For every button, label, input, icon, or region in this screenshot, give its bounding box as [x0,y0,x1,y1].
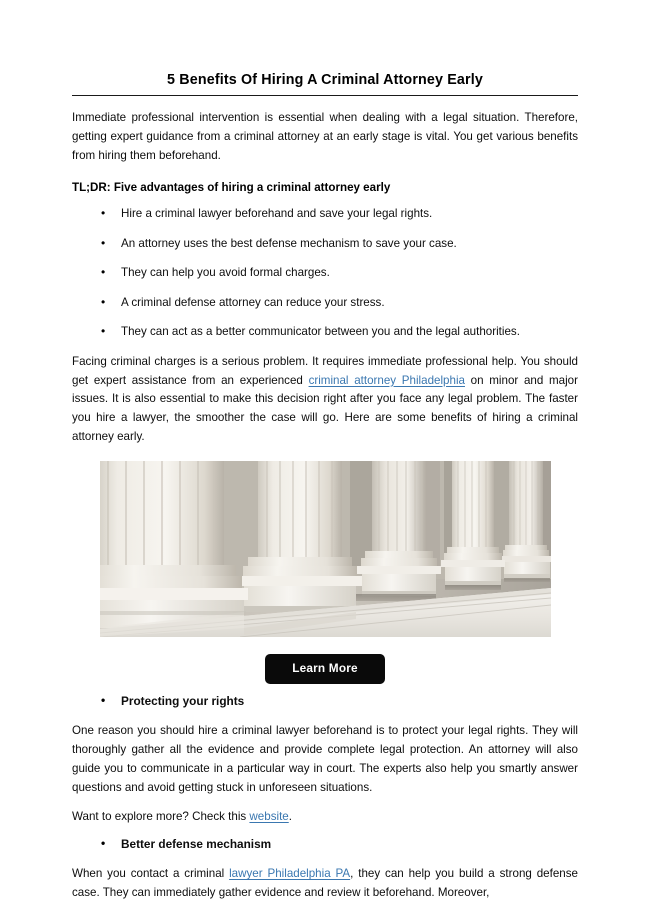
section-heading-protecting-your-rights: • Protecting your rights [72,692,578,711]
title-divider [72,95,578,96]
facing-charges-paragraph [72,353,578,447]
section-two-heading-list [72,835,578,854]
lawyer-philadelphia-pa-link[interactable]: lawyer Philadelphia PA [229,867,351,881]
figure-container [72,461,578,637]
list-item: • Hire a criminal lawyer beforehand and save your legal rights. [72,205,578,224]
explore-text-before-link: Want to explore more? Check this [72,810,250,824]
website-link[interactable]: website [249,810,289,824]
intro-paragraph: Immediate professional intervention is essential when dealing with a legal situation. Therefore, getting expert guidance from a criminal attorney at an early stage is vital. You get various benefits from hiring them beforehand. [72,111,578,162]
cta-container [72,654,578,685]
paragraph-text-before-link: Facing criminal charges is a serious problem. It requires immediate professional help. You should get expert assistance from an experienced [72,354,578,387]
list-item: • A criminal defense attorney can reduce your stress. [72,294,578,313]
criminal-attorney-philadelphia-link[interactable]: criminal attorney Philadelphia [308,373,465,387]
section-one-paragraph: One reason you should hire a criminal lawyer beforehand is to protect your legal rights. They will thoroughly gather all the evidence and provide complete legal protection. An attorney will also guide you to communicate in a particular way in court. The experts also help you smartly answer questions and avoid getting stuck in unforeseen situations. [72,724,578,794]
paragraph-text-after-link: on minor and major issues. It is also essential to make this decision right after you face any legal problem. The faster you hire a lawyer, the smoother the case will go. Here are some benefits of hiring a criminal attorney early. [72,373,578,443]
list-item: • They can act as a better communicator between you and the legal authorities. [72,323,578,342]
section-two-text-after-link: , they can help you build a strong defense case. They can immediately gather evidence and review it beforehand. Moreover, [72,867,578,899]
explore-text-after-link: . [288,810,292,824]
page-title: 5 Benefits Of Hiring A Criminal Attorney Early [167,72,483,88]
tldr-bullet-list [72,205,578,342]
tldr-heading: TL;DR: Five advantages of hiring a criminal attorney early [72,180,391,194]
section-two-text-before-link: When you contact a criminal [72,867,230,881]
learn-more-button[interactable]: Learn More [265,654,385,685]
explore-more-paragraph [72,808,578,827]
list-item: • They can help you avoid formal charges. [72,264,578,283]
list-item: • An attorney uses the best defense mechanism to save your case. [72,235,578,254]
section-two-paragraph [72,865,578,903]
section-heading-better-defense-mechanism: • Better defense mechanism [72,835,578,854]
section-one-heading-list [72,692,578,711]
document-body [72,0,578,903]
courthouse-columns-image [100,461,551,637]
